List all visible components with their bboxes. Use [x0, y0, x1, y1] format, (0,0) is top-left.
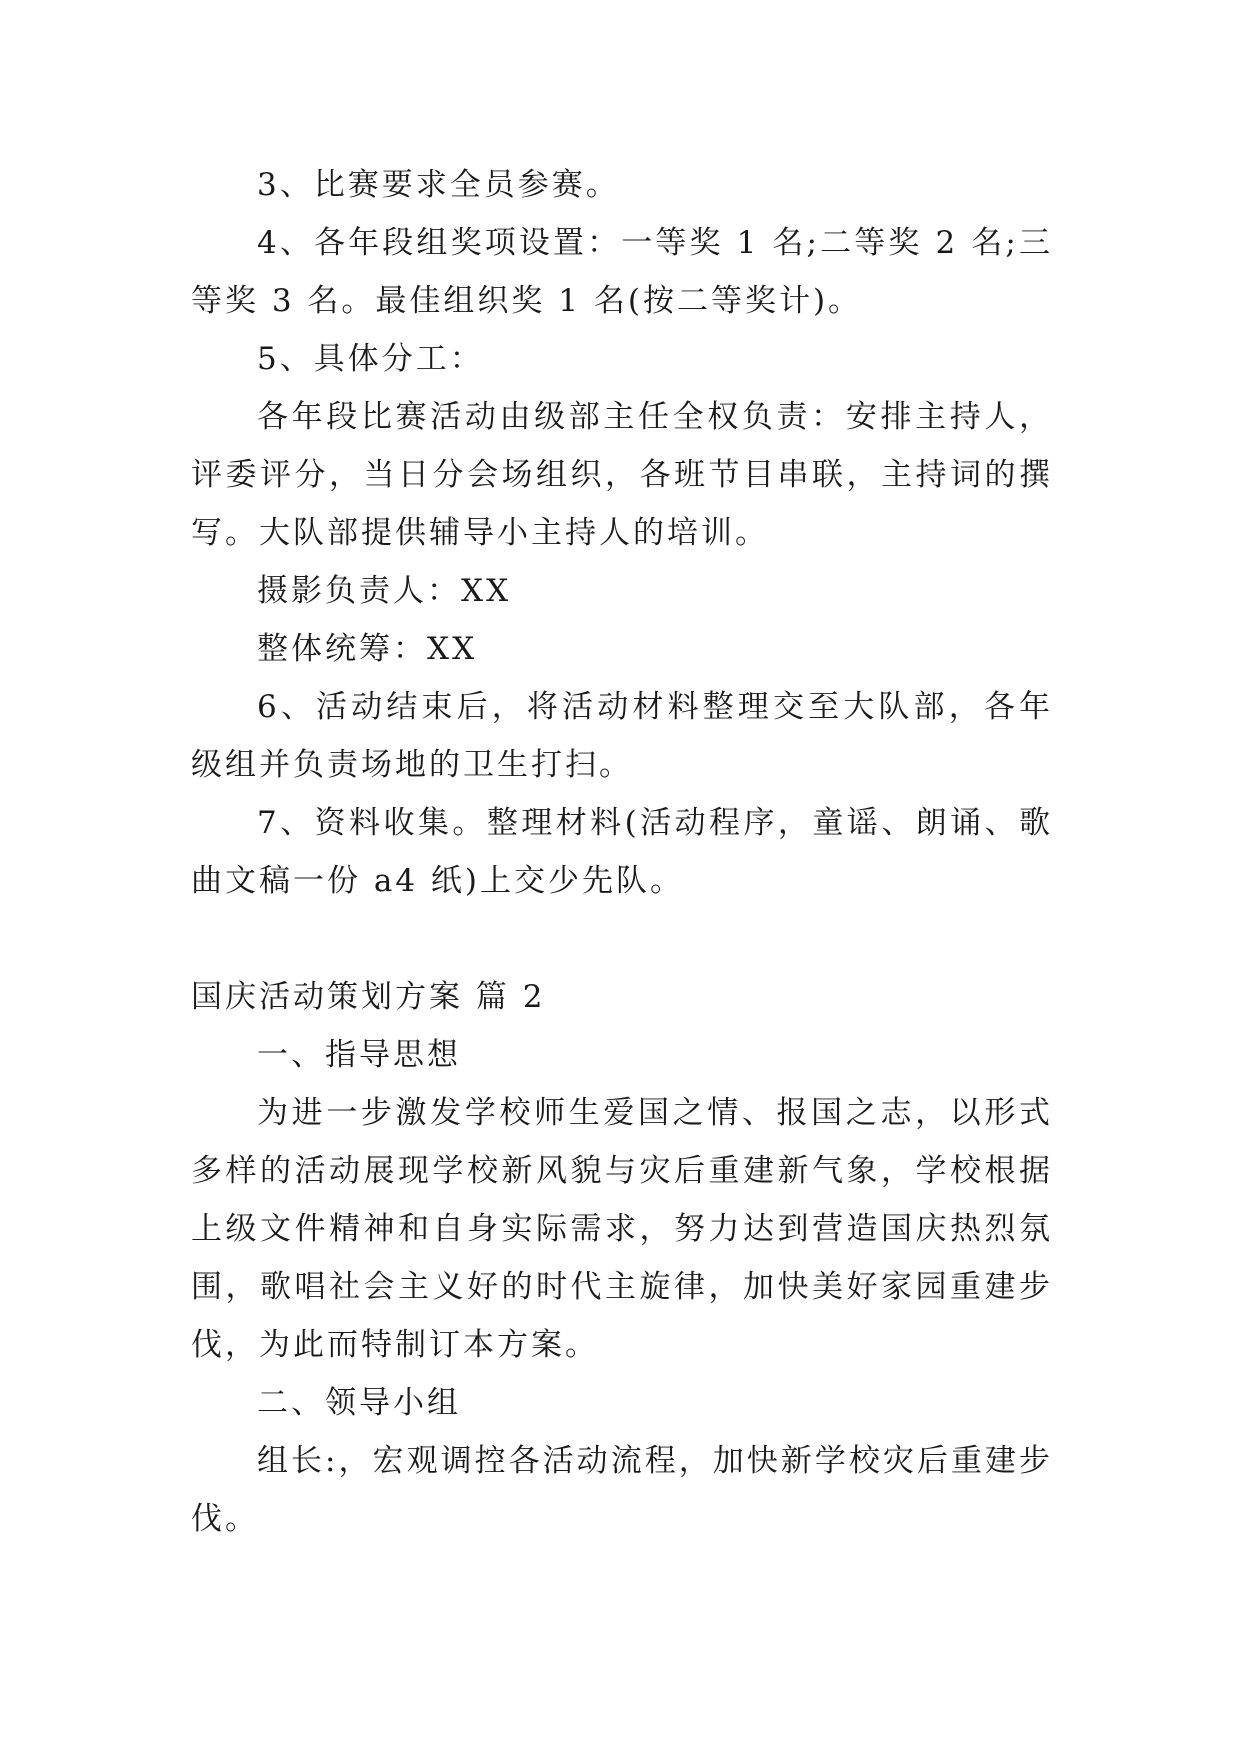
subheading-guiding-ideology: 一、指导思想 [257, 1037, 461, 1073]
subheading-leadership-group: 二、领导小组 [257, 1385, 461, 1421]
paragraph-guiding-ideology: 为进一步激发学校师生爱国之情、报国之志，以形式多样的活动展现学校新风貌与灾后重建新气象，学校根据上级文件精神和自身实际需求，努力达到营造国庆热烈氛围，歌唱社会主义好的时代主旋律，加快美好家园重建步伐，为此而特制订本方案。 [191, 1095, 1053, 1363]
paragraph-requirement-3: 3、比赛要求全员参赛。 [257, 167, 620, 203]
paragraph-grade-responsibility: 各年段比赛活动由级部主任全权负责：安排主持人，评委评分，当日分会场组织，各班节目串联，主持词的撰写。大队部提供辅导小主持人的培训。 [191, 399, 1053, 551]
paragraph-awards-4: 4、各年段组奖项设置：一等奖 1 名;二等奖 2 名;三等奖 3 名。最佳组织奖 1 名(按二等奖计)。 [191, 225, 1053, 319]
paragraph-materials-7: 7、资料收集。整理材料(活动程序，童谣、朗诵、歌曲文稿一份 a4 纸)上交少先队。 [191, 805, 1053, 899]
paragraph-group-leader: 组长:，宏观调控各活动流程，加快新学校灾后重建步伐。 [191, 1443, 1053, 1537]
paragraph-photographer: 摄影负责人：XX [257, 573, 512, 609]
paragraph-coordinator: 整体统筹：XX [257, 631, 478, 667]
document-body [191, 156, 1053, 1548]
paragraph-after-event-6: 6、活动结束后，将活动材料整理交至大队部，各年级组并负责场地的卫生打扫。 [191, 689, 1053, 783]
paragraph-division-5: 5、具体分工： [257, 341, 484, 377]
section-heading: 国庆活动策划方案 篇 2 [191, 979, 546, 1015]
